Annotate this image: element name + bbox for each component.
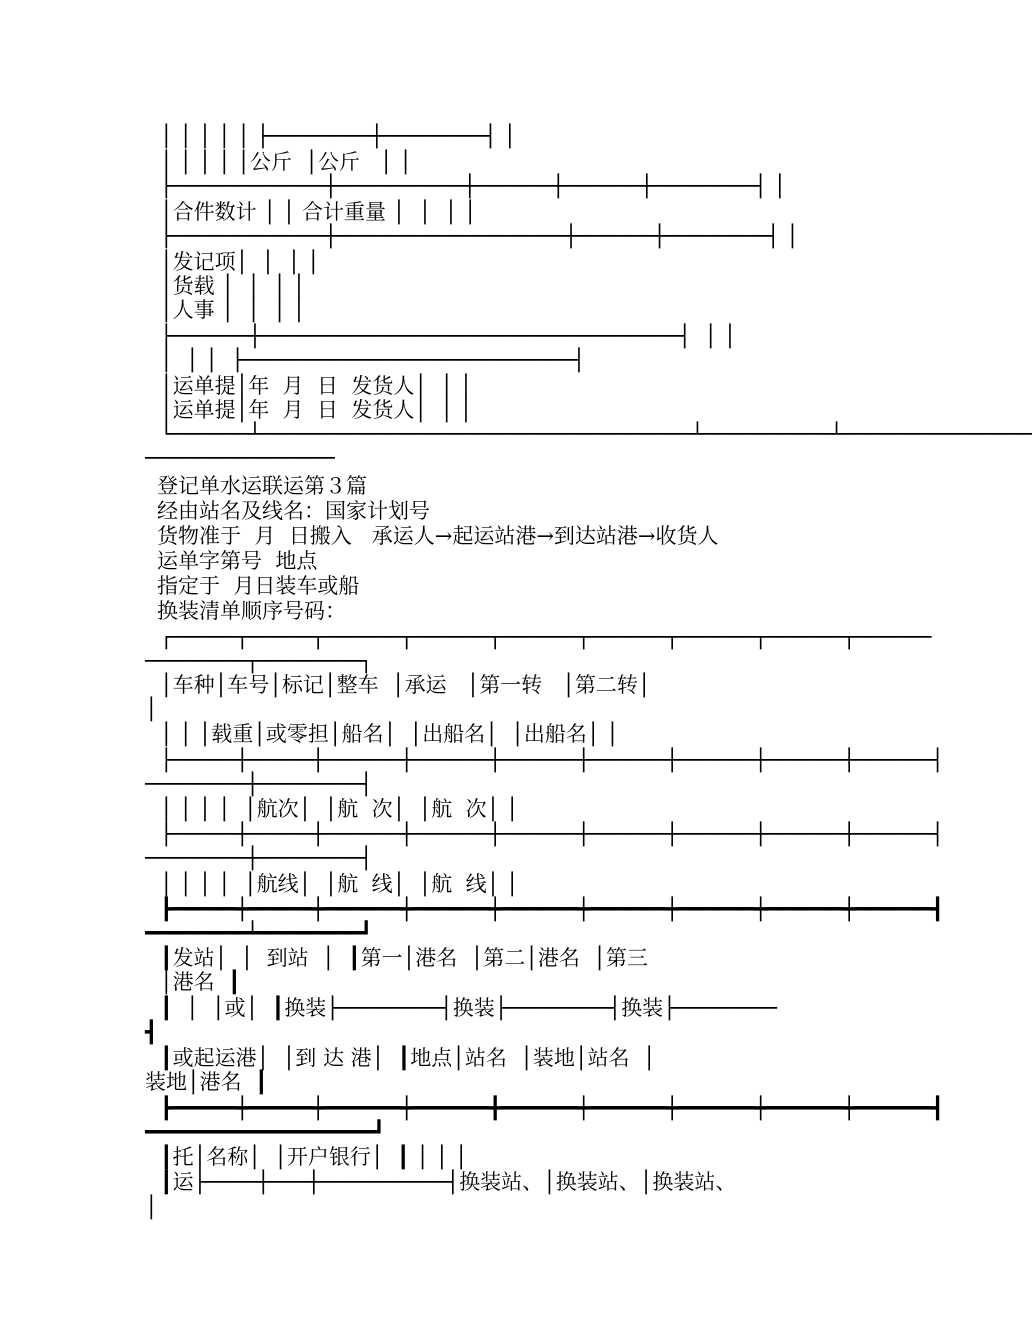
form-line: ├────────────┼──────────────────┼──────┼────────┤ │	[160, 224, 799, 248]
form-line: ┃或起运港│ │到 达 港│ ┃地点│站名 │装地│站名 │	[160, 1046, 656, 1070]
form-line: ────────┬────────┐	[145, 649, 373, 673]
header-line: 运单字第号 地点	[157, 549, 318, 573]
header-line: 经由站名及线名：国家计划号	[157, 499, 430, 523]
form-line: ┣━━━━━┿━━━━━┿━━━━━━┿━━━━━━┿━━━━━━┿━━━━━━┿━━━━━━┿━━━━━━┿━━━━━━┫	[160, 897, 944, 921]
form-line: │人事 │ │ │ │	[160, 298, 306, 322]
form-line: │ │ │载重│或零担│船名│ │出船名│ │出船名│ │	[160, 722, 619, 746]
form-line: ┃发站│ │ 到站 │ ┃第一│港名 │第二│港名 │第三	[160, 946, 648, 970]
form-line: │港名 ┃	[160, 970, 241, 994]
form-line: │合件数计 │ │ 合计重量 │ │ │ │	[160, 200, 477, 224]
form-line: ━━━━━━━━━━━━━━━━━━┛	[145, 1120, 386, 1144]
form-line: ────────┼────────┤	[145, 846, 373, 870]
form-line: ┣━━━━━┿━━━━━┿━━━━━━┿━━━━━━╋━━━━━━┿━━━━━━┿━━━━━━┿━━━━━━┿━━━━━━┫	[160, 1096, 944, 1120]
form-line: │ │ │ │ │航次│ │航 次│ │航 次│ │	[160, 797, 519, 821]
form-line: └──────┴──────────────────────────────────┴──────────┴───────────────	[160, 422, 1032, 446]
form-line: │ │ │ │ │ ├────────┼────────┤ │	[160, 124, 517, 148]
form-line: ├──────┼─────────────────────────────────┤ │ │	[160, 324, 737, 348]
form-line: │ │ │ ├──────────────────────────┤	[160, 348, 586, 372]
form-line: 装地│港名 ┃	[145, 1070, 268, 1094]
form-line: │货载 │ │ │ │	[160, 274, 306, 298]
form-line: │	[145, 1195, 158, 1219]
form-line: │运单提│年 月 日 发货人│ │ │	[160, 398, 473, 422]
form-line: ├─────┼─────┼──────┼──────┼──────┼──────┼──────┼──────┼──────┤	[160, 748, 944, 772]
document-title: 登记单水运联运第３篇	[157, 474, 367, 498]
form-line: │车种│车号│标记│整车 │承运 │第一转 │第二转│	[160, 673, 651, 697]
form-line: ┃运├────┼───┼──────────┤换装站、│换装站、│换装站、	[160, 1170, 737, 1194]
form-line: │运单提│年 月 日 发货人│ │ │	[160, 374, 473, 398]
header-line: 换装清单顺序号码：	[157, 599, 346, 623]
header-line: 货物准于 月 日搬入 承运人→起运站港→到达站港→收货人	[157, 524, 719, 548]
form-line: │ │ │ │ │公斤 │公斤 │ │	[160, 150, 412, 174]
form-line: │ │ │ │ │航线│ │航 线│ │航 线│ │	[160, 872, 519, 896]
form-line: ┌─────┬─────┬──────┬──────┬──────┬──────┬──────┬──────┬──────	[160, 625, 932, 649]
form-line: ┫	[145, 1020, 158, 1044]
form-line: ────────┼────────┤	[145, 772, 373, 796]
form-line: ┃托│名称│ │开户银行│ ┃ │ │ │	[160, 1145, 468, 1169]
form-line: │发记项│ │ │ │	[160, 250, 320, 274]
form-line: │	[145, 697, 158, 721]
form-line: ───────────────	[145, 446, 335, 470]
form-line: ━━━━━━━━┷━━━━━━━━┛	[145, 921, 373, 945]
form-line: ┃ │ │或│ ┃换装├────────┤换装├────────┤换装├────────	[160, 996, 777, 1020]
header-line: 指定于 月日装车或船	[157, 574, 360, 598]
form-line: ├────────────┼──────────┼──────┼──────┼────────┤ │	[160, 174, 787, 198]
form-line: ├─────┼─────┼──────┼──────┼──────┼──────┼──────┼──────┼──────┤	[160, 822, 944, 846]
